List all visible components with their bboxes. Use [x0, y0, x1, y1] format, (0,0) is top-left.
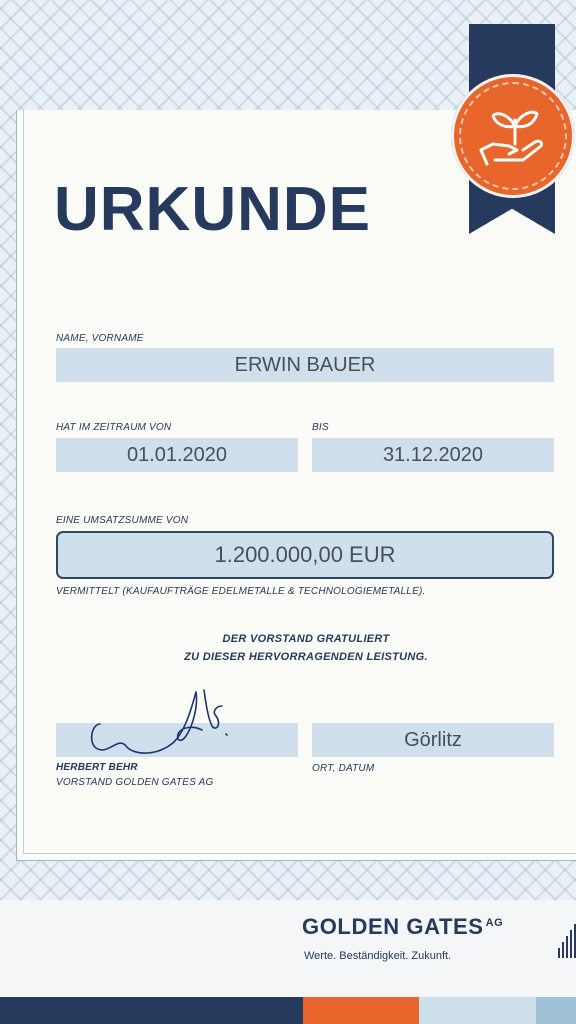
footer-bar-blue [536, 997, 576, 1024]
amount-label: EINE UMSATZSUMME VON [56, 515, 189, 526]
footer-bar-light [419, 997, 536, 1024]
period-to-value: 31.12.2020 [382, 443, 484, 466]
logo-bars-icon [556, 920, 576, 958]
name-value: ERWIN BAUER [234, 353, 376, 376]
footer-bar-navy [0, 997, 303, 1024]
congratulation-line-1: DER VORSTAND GRATULIERT [222, 633, 390, 645]
congratulation-text [56, 630, 556, 666]
company-suffix: AG [485, 916, 504, 929]
period-from-field [56, 438, 298, 472]
period-to-label: BIS [312, 422, 329, 433]
amount-field [56, 531, 554, 579]
certificate-title: URKUNDE [54, 175, 371, 244]
badge [451, 74, 575, 198]
signatory-role: VORSTAND GOLDEN GATES AG [56, 777, 214, 788]
name-label: NAME, VORNAME [56, 333, 144, 344]
period-to-field [312, 438, 554, 472]
signature [66, 684, 256, 764]
company-name: GOLDEN GATES [302, 914, 484, 939]
company-logo [302, 914, 503, 940]
plant-in-hand-icon [451, 74, 575, 198]
footer-bar-orange [303, 997, 419, 1024]
period-from-label: HAT IM ZEITRAUM VON [56, 422, 172, 433]
place-field [312, 723, 554, 757]
congratulation-line-2: ZU DIESER HERVORRAGENDEN LEISTUNG. [184, 651, 428, 663]
signatory-name: HERBERT BEHR [56, 762, 138, 773]
amount-note: VERMITTELT (KAUFAUFTRÄGE EDELMETALLE & TECHNOLOGIEMETALLE). [56, 586, 426, 597]
place-date-label: ORT, DATUM [312, 763, 375, 774]
name-field [56, 348, 554, 382]
company-tagline: Werte. Beständigkeit. Zukunft. [304, 950, 452, 962]
period-from-value: 01.01.2020 [126, 443, 228, 466]
place-value: Görlitz [404, 728, 462, 751]
amount-value: 1.200.000,00 EUR [214, 542, 396, 567]
